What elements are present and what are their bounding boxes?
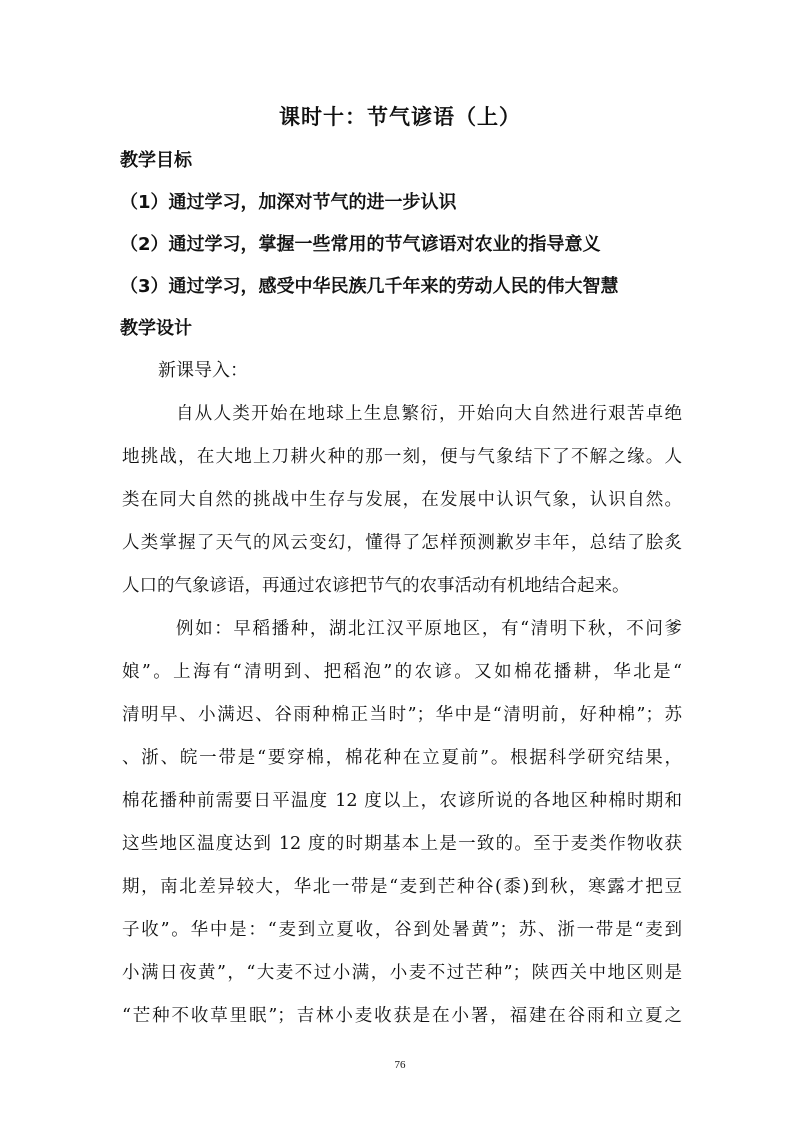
paragraph-1-line: 自从人类开始在地球上生息繁衍，开始向大自然进行艰苦卓绝 (176, 404, 682, 424)
paragraph-2-line: 子收”。华中是：“麦到立夏收，谷到处暑黄”；苏、浙一带是“麦到 (122, 920, 682, 940)
objective-item-2: （2）通过学习，掌握一些常用的节气谚语对农业的指导意义 (120, 234, 601, 255)
paragraph-2-line: 这些地区温度达到 12 度的时期基本上是一致的。至于麦类作物收获 (122, 834, 682, 854)
paragraph-2-line: 例如：早稻播种，湖北江汉平原地区，有“清明下秋，不问爹 (176, 619, 682, 639)
paragraph-2-line: 清明早、小满迟、谷雨种棉正当时”；华中是“清明前，好种棉”；苏 (122, 705, 682, 725)
objectives-heading: 教学目标 (120, 150, 192, 171)
paragraph-2-line: 期，南北差异较大，华北一带是“麦到芒种谷(黍)到秋，寒露才把豆 (122, 877, 682, 897)
paragraph-1-line: 地挑战，在大地上刀耕火种的那一刻，便与气象结下了不解之缘。人 (122, 447, 682, 467)
intro-label: 新课导入： (158, 360, 248, 381)
paragraph-1-line: 类在同大自然的挑战中生存与发展，在发展中认识气象，认识自然。 (122, 490, 682, 510)
lesson-title: 课时十：节气谚语（上） (279, 105, 521, 129)
paragraph-2-line: “芒种不收草里眠”；吉林小麦收获是在小署，福建在谷雨和立夏之 (122, 1006, 682, 1026)
paragraph-1-line: 人类掌握了天气的风云变幻，懂得了怎样预测歉岁丰年，总结了脍炙 (122, 533, 682, 553)
paragraph-1-line: 人口的气象谚语，再通过农谚把节气的农事活动有机地结合起来。 (122, 576, 630, 596)
page-number: 76 (394, 1059, 406, 1071)
paragraph-2-line: 棉花播种前需要日平温度 12 度以上，农谚所说的各地区种棉时期和 (122, 791, 682, 811)
objective-item-3: （3）通过学习，感受中华民族几千年来的劳动人民的伟大智慧 (120, 276, 619, 297)
design-heading: 教学设计 (120, 318, 192, 339)
paragraph-2-line: 小满日夜黄”，“大麦不过小满，小麦不过芒种”；陕西关中地区则是 (122, 963, 682, 983)
paragraph-2-line: 、浙、皖一带是“要穿棉，棉花种在立夏前”。根据科学研究结果， (122, 748, 682, 768)
paragraph-2-line: 娘”。上海有“清明到、把稻泡”的农谚。又如棉花播耕，华北是“ (122, 662, 682, 682)
objective-item-1: （1）通过学习，加深对节气的进一步认识 (120, 192, 457, 213)
